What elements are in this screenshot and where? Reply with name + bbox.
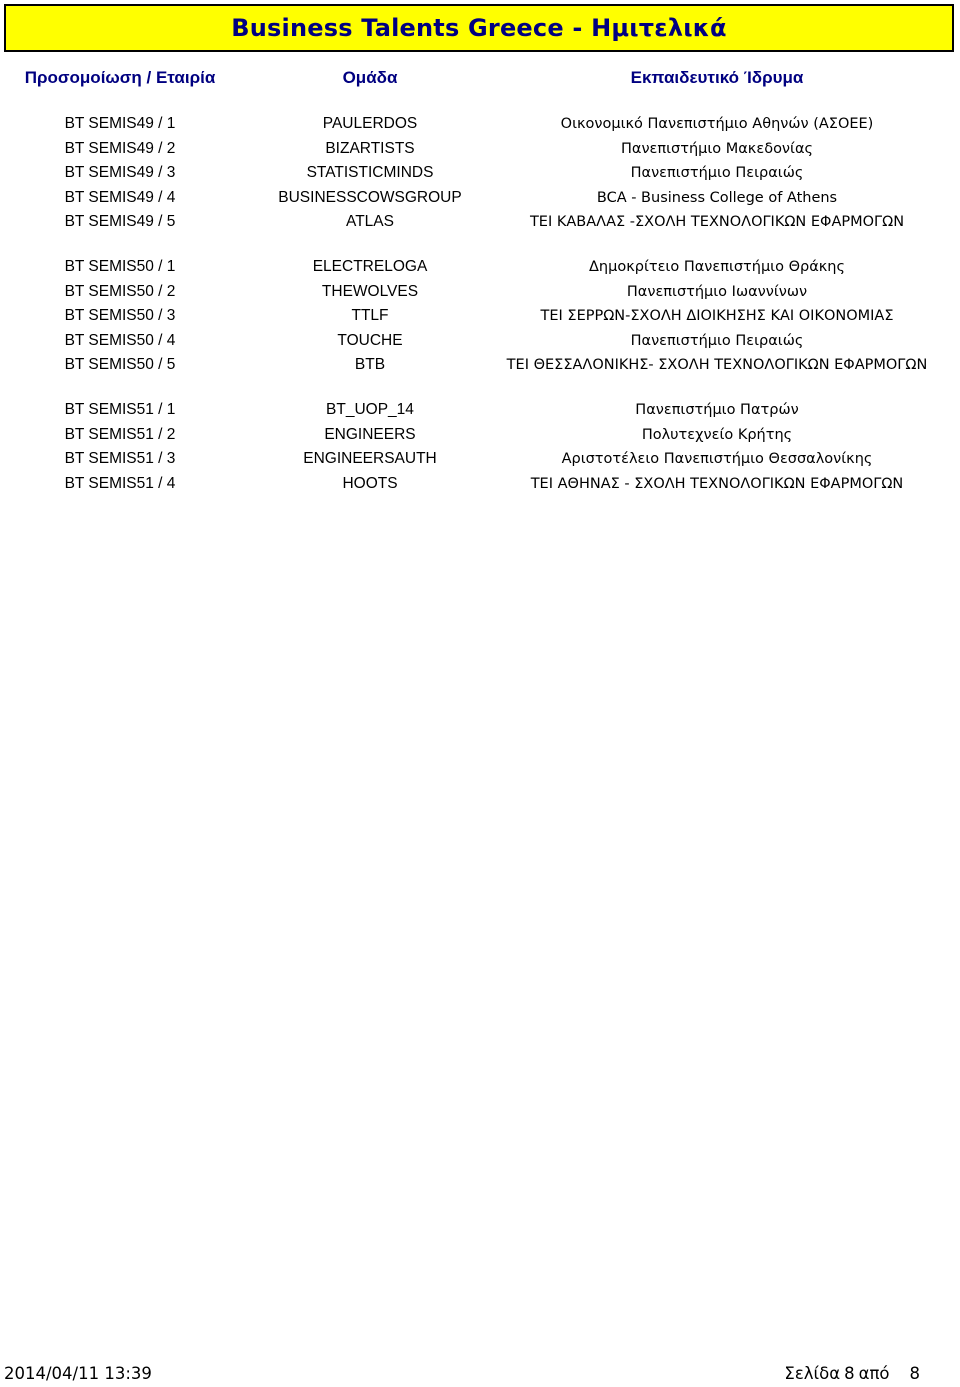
cell-institution: Πανεπιστήμιο Πατρών	[635, 401, 799, 418]
page-current: 8	[844, 1364, 855, 1383]
title-banner	[4, 4, 954, 52]
cell-simulation: BT SEMIS49 / 4	[64, 188, 176, 206]
header-simulation: Προσομοίωση / Εταιρία	[24, 68, 216, 87]
cell-institution: ΤΕΙ ΘΕΣΣΑΛΟΝΙΚΗΣ- ΣΧΟΛΗ ΤΕΧΝΟΛΟΓΙΚΩΝ ΕΦΑΡΜΟΓΩΝ	[506, 357, 928, 374]
cell-team: TTLF	[351, 307, 389, 325]
cell-institution: Πανεπιστήμιο Μακεδονίας	[620, 140, 814, 157]
page-title: Business Talents Greece - Ημιτελικά	[231, 14, 727, 42]
table-row	[0, 112, 960, 137]
cell-institution: Πολυτεχνείο Κρήτης	[641, 426, 793, 443]
table-row	[0, 161, 960, 186]
cell-team: BUSINESSCOWSGROUP	[278, 188, 462, 206]
cell-team: STATISTICMINDS	[306, 164, 434, 182]
cell-institution: Πανεπιστήμιο Ιωαννίνων	[626, 283, 808, 300]
cell-team: ENGINEERS	[324, 425, 416, 443]
cell-institution: ΤΕΙ ΣΕΡΡΩΝ-ΣΧΟΛΗ ΔΙΟΙΚΗΣΗΣ ΚΑΙ ΟΙΚΟΝΟΜΙΑΣ	[540, 308, 894, 325]
cell-institution: Οικονομικό Πανεπιστήμιο Αθηνών (ΑΣΟΕΕ)	[560, 116, 874, 132]
page-footer	[0, 1364, 960, 1386]
footer-datetime: 2014/04/11 13:39	[4, 1364, 152, 1383]
cell-simulation: BT SEMIS49 / 3	[64, 164, 176, 182]
cell-team: BIZARTISTS	[325, 139, 415, 157]
cell-team: BT_UOP_14	[326, 400, 414, 418]
footer-page-number	[780, 1364, 920, 1383]
table-row	[0, 472, 960, 497]
cell-team: PAULERDOS	[322, 115, 418, 132]
table-row	[0, 353, 960, 378]
cell-institution: Δημοκρίτειο Πανεπιστήμιο Θράκης	[589, 258, 845, 275]
cell-team: ELECTRELOGA	[312, 257, 428, 275]
page-of: από	[858, 1364, 890, 1383]
cell-simulation: BT SEMIS50 / 4	[64, 331, 176, 349]
table-row	[0, 447, 960, 472]
row-group	[0, 398, 960, 496]
cell-institution: Πανεπιστήμιο Πειραιώς	[630, 165, 804, 182]
cell-institution: Πανεπιστήμιο Πειραιώς	[630, 332, 804, 349]
page-label: Σελίδα	[784, 1364, 841, 1383]
cell-team: THEWOLVES	[321, 282, 419, 300]
cell-simulation: BT SEMIS50 / 1	[64, 257, 176, 275]
header-institution: Εκπαιδευτικό Ίδρυμα	[630, 68, 804, 87]
row-group	[0, 112, 960, 235]
table-row	[0, 423, 960, 448]
cell-institution: BCA - Business College of Athens	[596, 189, 838, 206]
cell-institution: Αριστοτέλειο Πανεπιστήμιο Θεσσαλονίκης	[561, 451, 873, 468]
table-body	[0, 112, 960, 516]
table-row	[0, 398, 960, 423]
header-team: Ομάδα	[342, 68, 398, 87]
cell-simulation: BT SEMIS49 / 5	[64, 213, 176, 231]
cell-simulation: BT SEMIS49 / 1	[64, 115, 176, 132]
cell-simulation: BT SEMIS51 / 2	[64, 425, 176, 443]
table-row	[0, 329, 960, 354]
page-total: 8	[909, 1364, 920, 1383]
table-row	[0, 255, 960, 280]
table-row	[0, 210, 960, 235]
cell-institution: ΤΕΙ ΑΘΗΝΑΣ - ΣΧΟΛΗ ΤΕΧΝΟΛΟΓΙΚΩΝ ΕΦΑΡΜΟΓΩΝ	[530, 475, 904, 492]
cell-simulation: BT SEMIS51 / 3	[64, 450, 176, 468]
cell-simulation: BT SEMIS50 / 5	[64, 356, 176, 374]
cell-simulation: BT SEMIS51 / 4	[64, 474, 176, 492]
table-row	[0, 280, 960, 305]
cell-simulation: BT SEMIS49 / 2	[64, 139, 176, 157]
cell-simulation: BT SEMIS50 / 3	[64, 307, 176, 325]
row-group	[0, 255, 960, 378]
cell-simulation: BT SEMIS50 / 2	[64, 282, 176, 300]
table-row	[0, 186, 960, 211]
table-row	[0, 137, 960, 162]
table-row	[0, 304, 960, 329]
cell-team: ENGINEERSAUTH	[303, 450, 437, 468]
table-header	[0, 68, 960, 92]
cell-simulation: BT SEMIS51 / 1	[64, 400, 176, 418]
cell-team: TOUCHE	[337, 331, 403, 349]
cell-team: HOOTS	[342, 474, 398, 492]
cell-institution: ΤΕΙ ΚΑΒΑΛΑΣ -ΣΧΟΛΗ ΤΕΧΝΟΛΟΓΙΚΩΝ ΕΦΑΡΜΟΓΩΝ	[529, 214, 905, 231]
cell-team: BTB	[354, 356, 386, 374]
cell-team: ATLAS	[346, 213, 394, 231]
